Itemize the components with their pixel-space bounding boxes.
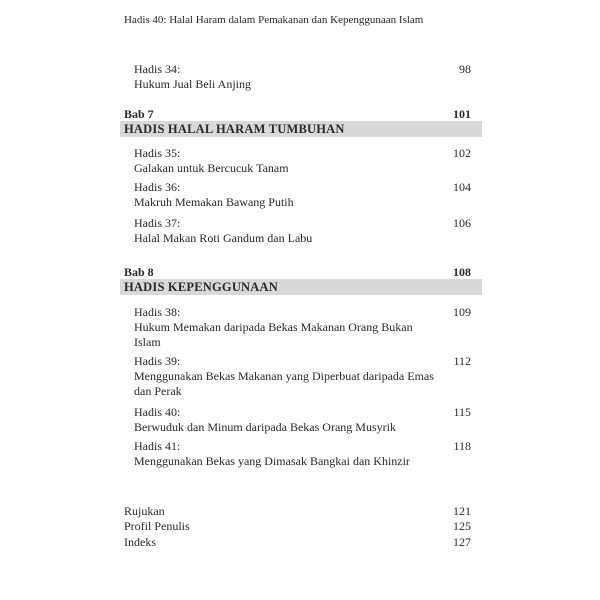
entry-number: Hadis 41:	[134, 439, 181, 453]
entry-title: Hukum Jual Beli Anjing	[134, 77, 251, 91]
entry-title: Profil Penulis	[124, 519, 190, 533]
entry-number: Hadis 38:	[134, 305, 181, 319]
entry-page: 98	[459, 62, 471, 76]
entry-page: 115	[453, 405, 471, 419]
entry-number: Hadis 40:	[134, 405, 181, 419]
entry-page: 104	[453, 180, 471, 194]
entry-title: Indeks	[124, 535, 156, 549]
entry-title: Galakan untuk Bercucuk Tanam	[134, 161, 289, 175]
chapter-page: 101	[453, 107, 471, 121]
entry-number: Hadis 34:	[134, 62, 181, 76]
entry-title: Berwuduk dan Minum daripada Bekas Orang Musyrik	[134, 420, 396, 434]
chapter-label: Bab 8	[124, 265, 154, 279]
running-header: Hadis 40: Halal Haram dalam Pemakanan dan Kepenggunaan Islam	[124, 14, 424, 26]
entry-page: 118	[453, 439, 471, 453]
entry-page: 109	[453, 305, 471, 319]
entry-title: Hukum Memakan daripada Bekas Makanan Orang Bukan	[134, 320, 413, 334]
chapter-label: Bab 7	[124, 107, 154, 121]
chapter-page: 108	[453, 265, 471, 279]
chapter-title: HADIS HALAL HARAM TUMBUHAN	[124, 122, 345, 136]
entry-page: 125	[453, 519, 471, 533]
entry-page: 127	[453, 535, 471, 549]
entry-title: Makruh Memakan Bawang Putih	[134, 195, 294, 209]
entry-number: Hadis 36:	[134, 180, 181, 194]
entry-title: Rujukan	[124, 504, 165, 518]
entry-title-continued: dan Perak	[134, 384, 182, 398]
entry-title: Menggunakan Bekas yang Dimasak Bangkai dan Khinzir	[134, 454, 410, 468]
entry-title-continued: Islam	[134, 335, 161, 349]
entry-page: 112	[453, 354, 471, 368]
entry-page: 106	[453, 216, 471, 230]
entry-number: Hadis 35:	[134, 146, 181, 160]
entry-number: Hadis 37:	[134, 216, 181, 230]
entry-page: 102	[453, 146, 471, 160]
entry-title: Menggunakan Bekas Makanan yang Diperbuat daripada Emas	[134, 369, 434, 383]
entry-page: 121	[453, 504, 471, 518]
entry-number: Hadis 39:	[134, 354, 181, 368]
chapter-title: HADIS KEPENGGUNAAN	[124, 280, 278, 294]
entry-title: Halal Makan Roti Gandum dan Labu	[134, 231, 313, 245]
